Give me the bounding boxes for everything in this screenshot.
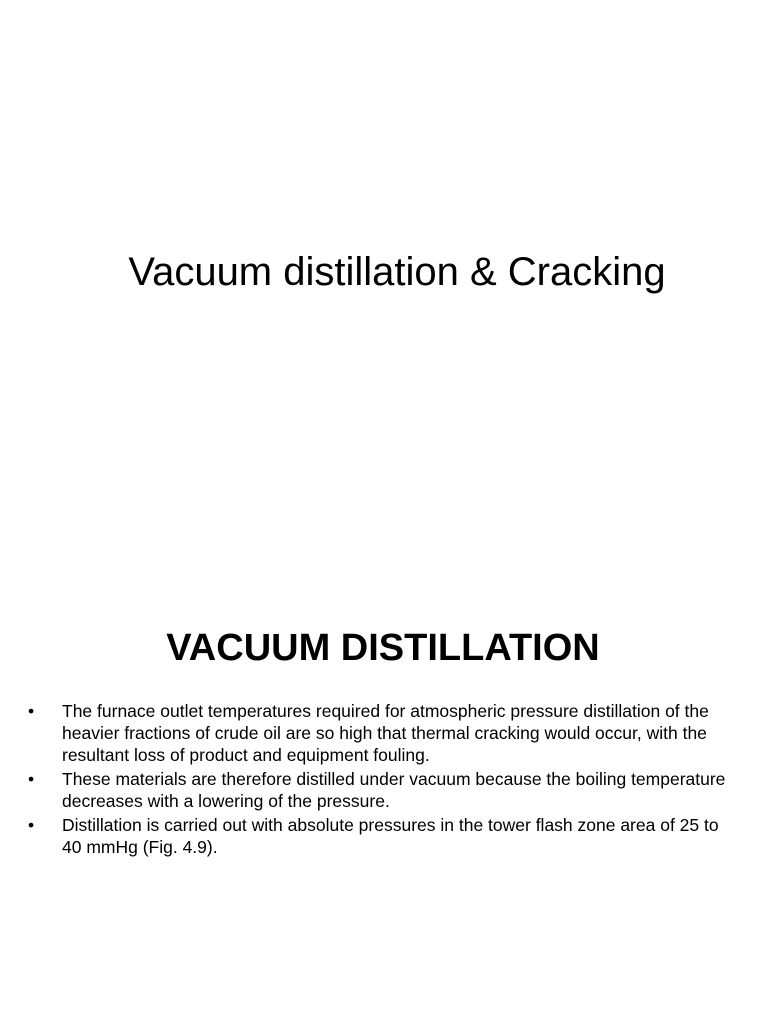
bullet-marker: • bbox=[28, 769, 35, 789]
bullet-item bbox=[28, 814, 728, 858]
bullet-list bbox=[28, 700, 728, 860]
bullet-marker: • bbox=[28, 701, 35, 721]
bullet-text: Distillation is carried out with absolute pressures in the tower flash zone area of 25 to 40 mmHg (Fig. 4.9). bbox=[62, 815, 719, 857]
bullet-text: These materials are therefore distilled under vacuum because the boiling temperature decreases with a lowering of the pressure. bbox=[62, 769, 726, 811]
bullet-item bbox=[28, 700, 728, 766]
bullet-item bbox=[28, 768, 728, 812]
slide-title: Vacuum distillation & Cracking bbox=[128, 250, 666, 294]
bullet-text: The furnace outlet temperatures required for atmospheric pressure distillation of the heavier fractions of crude oil are so high that thermal cracking would occur, with the resultant loss of product and equipment fouling. bbox=[62, 701, 709, 765]
bullet-marker: • bbox=[28, 815, 35, 835]
section-heading: VACUUM DISTILLATION bbox=[166, 627, 600, 669]
